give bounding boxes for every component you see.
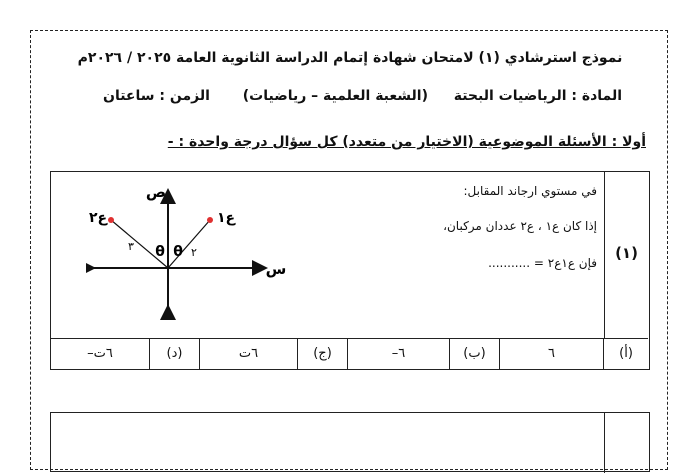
- options-row: [51, 338, 648, 369]
- point-z1: [207, 217, 213, 223]
- options-row-label: (أ): [603, 339, 648, 370]
- question-line-3: فإن ع١ع٢ = ...........: [488, 256, 597, 270]
- z1-modulus: ٢: [191, 246, 197, 259]
- question-line-1: في مستوي ارجاند المقابل:: [463, 184, 597, 198]
- time-label: الزمن : ساعتان: [103, 88, 210, 104]
- option-d-letter: (د): [149, 339, 199, 370]
- section-heading: أولا : الأسئلة الموضوعية (الاختيار من متعدد) كل سؤال درجة واحدة : -: [167, 134, 646, 150]
- question-number-column: [604, 172, 649, 338]
- question-2-box: [50, 412, 650, 472]
- question-2-number-column: [604, 413, 649, 473]
- z1-label: ع١: [216, 210, 236, 226]
- question-line-2: إذا كان ع١ ، ع٢ عددان مركبان،: [443, 219, 597, 233]
- question-1-box: [50, 171, 650, 370]
- angle-theta-left: θ: [155, 244, 165, 260]
- branch-label: (الشعبة العلمية – رياضيات): [242, 88, 428, 104]
- z2-modulus: ٣: [128, 240, 134, 253]
- option-b-value[interactable]: –٦: [347, 339, 449, 370]
- option-a-value[interactable]: ٦: [499, 339, 603, 370]
- question-number: (١): [615, 244, 638, 262]
- point-z2: [108, 217, 114, 223]
- option-c-value[interactable]: ٦ت: [199, 339, 297, 370]
- argand-diagram: [86, 180, 286, 320]
- z2-label: ع٢: [88, 210, 108, 226]
- angle-theta-right: θ: [173, 244, 183, 260]
- option-d-value[interactable]: –٦ت: [87, 346, 113, 361]
- exam-title: نموذج استرشادي (١) لامتحان شهادة إتمام الدراسة الثانوية العامة ٢٠٢٥ / ٢٠٢٦م: [77, 50, 623, 66]
- option-b-letter: (ب): [449, 339, 499, 370]
- subject-label: المادة : الرياضيات البحتة: [453, 88, 622, 104]
- option-c-letter: (ج): [297, 339, 347, 370]
- x-axis-label: س: [265, 260, 286, 278]
- y-axis-label: ص: [145, 183, 167, 201]
